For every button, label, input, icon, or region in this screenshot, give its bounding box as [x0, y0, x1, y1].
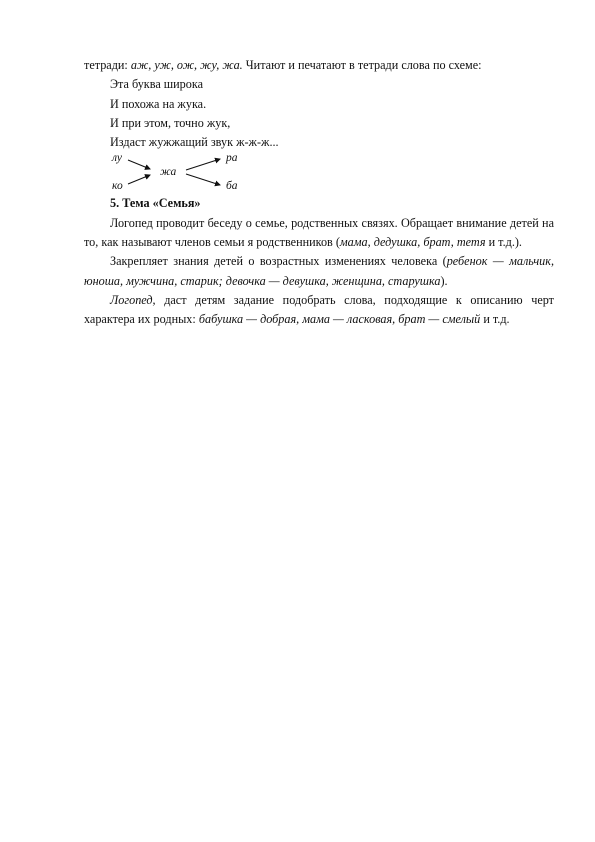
paragraph-character-traits: Логопед, даст детям задание подобрать слова, подходящие к описанию черт характера их родных: бабушка — добрая, мама — ласковая, брат — смелый и т.д. [84, 292, 554, 327]
scheme-syllable-ra: ра [226, 152, 238, 165]
poem-line: И при этом, точно жук, [110, 115, 231, 130]
scheme-syllable-zha: жа [160, 166, 177, 179]
scheme-syllable-ko: ко [112, 180, 123, 193]
paragraph-family-talk: Логопед проводит беседу о семье, родственных связях. Обращает внимание детей на то, как называют членов семьи я родственников (мама, дедушка, брат, тетя и т.д.). [84, 215, 554, 250]
poem-line: Эта буква широка [110, 77, 204, 92]
poem [84, 75, 554, 152]
paragraph-syllables: тетради: аж, уж, ож, жу, жа. Читают и печатают в тетради слова по схеме: [84, 58, 482, 72]
arrow-right-top [186, 159, 220, 170]
document-page [84, 56, 554, 330]
arrow-left-top [128, 160, 150, 169]
paragraph-age-changes: Закрепляет знания детей о возрастных изменениях человека (ребенок — мальчик, юноша, мужчина, старик; девочка — девушка, женщина, старушка). [84, 254, 555, 288]
syllable-list: аж, уж, ож, жу, жа. [130, 58, 243, 72]
poem-line: И похожа на жука. [110, 96, 207, 111]
section-heading: 5. Тема «Семья» [110, 196, 201, 211]
scheme-arrows [110, 152, 290, 194]
arrow-left-bottom [128, 175, 150, 184]
arrow-right-bottom [186, 174, 220, 185]
scheme-syllable-lu: лу [112, 152, 122, 165]
poem-line: Издаст жужжащий звук ж-ж-ж... [110, 135, 279, 150]
scheme-syllable-ba: ба [226, 180, 238, 193]
syllable-scheme [110, 152, 290, 194]
